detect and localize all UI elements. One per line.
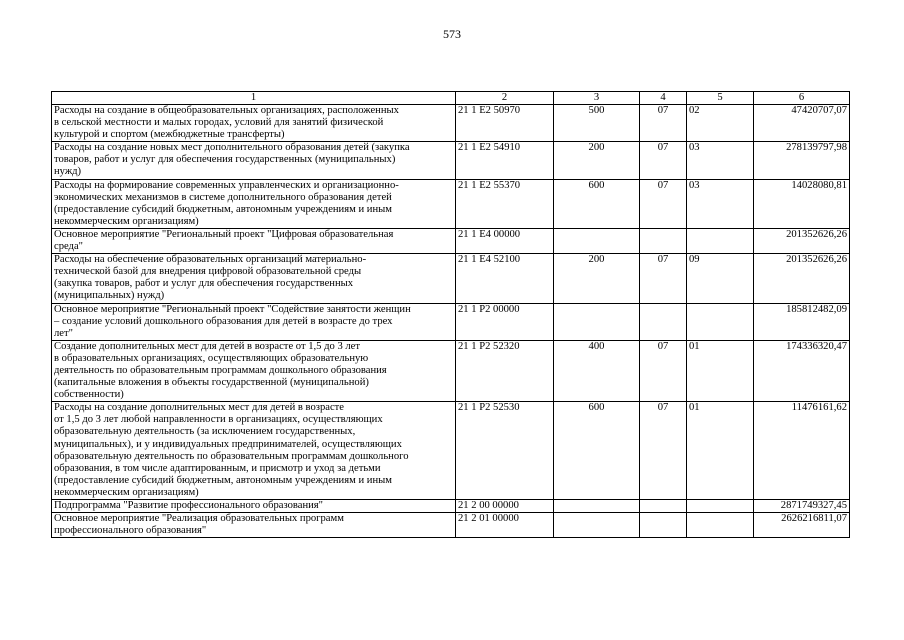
row-col-5 (687, 228, 754, 253)
row-code: 21 1 E2 55370 (456, 179, 554, 228)
table-row (52, 500, 850, 513)
description-line: в сельской местности и малых городах, условий для занятий физической (54, 117, 384, 129)
row-code: 21 1 E4 00000 (456, 228, 554, 253)
description-line: некоммерческим организациям) (54, 215, 199, 227)
description-line: от 1,5 до 3 лет любой направленности в организациях, осуществляющих (54, 414, 383, 426)
description-line: среда" (54, 241, 83, 253)
row-col-5 (687, 513, 754, 538)
row-col-4 (640, 303, 687, 340)
description-line: (предоставление субсидий бюджетным, автономным учреждениям и иным (54, 474, 392, 486)
description-line: образовательную деятельность (за исключением государственных, (54, 426, 356, 438)
row-amount: 2626216811,07 (754, 513, 850, 538)
header-col-3: 3 (554, 92, 640, 105)
row-col-5: 03 (687, 179, 754, 228)
description-line: технической базой для внедрения цифровой образовательной среды (54, 266, 362, 278)
description-line: Расходы на обеспечение образовательных организаций материально- (54, 254, 367, 266)
row-description (52, 303, 456, 340)
description-line: образовательную деятельность по образовательным программам дошкольного (54, 450, 409, 462)
table-body (52, 105, 850, 538)
description-line: Расходы на создание дополнительных мест для детей в возрасте (54, 402, 344, 414)
description-line: товаров, работ и услуг для обеспечения государственных (муниципальных) (54, 154, 396, 166)
row-code: 21 1 E2 50970 (456, 105, 554, 142)
row-col-4 (640, 500, 687, 513)
row-description (52, 513, 456, 538)
row-col-4 (640, 513, 687, 538)
row-col-3: 600 (554, 179, 640, 228)
table-row (52, 513, 850, 538)
row-col-4: 07 (640, 179, 687, 228)
table-row (52, 254, 850, 303)
row-description (52, 500, 456, 513)
description-line: (предоставление субсидий бюджетным, автономным учреждениям и иным (54, 203, 392, 215)
description-line: лет" (54, 327, 73, 339)
row-col-4 (640, 228, 687, 253)
row-code: 21 1 E2 54910 (456, 142, 554, 179)
row-amount: 201352626,26 (754, 228, 850, 253)
description-line: (капитальные вложения в объекты государственной (муниципальной) (54, 377, 369, 389)
row-description (52, 105, 456, 142)
row-col-4: 07 (640, 142, 687, 179)
description-line: Основное мероприятие "Региональный проект "Цифровая образовательная (54, 228, 394, 240)
description-line: Создание дополнительных мест для детей в возрасте от 1,5 до 3 лет (54, 340, 361, 352)
description-line: – создание условий дошкольного образования для детей в возрасте до трех (54, 315, 393, 327)
description-line: Основное мероприятие "Региональный проект "Содействие занятости женщин (54, 303, 411, 315)
row-col-5: 01 (687, 340, 754, 401)
row-col-3: 200 (554, 142, 640, 179)
description-line: Расходы на формирование современных управленческих и организационно- (54, 179, 399, 191)
description-line: Основное мероприятие "Реализация образовательных программ (54, 513, 344, 525)
row-description (52, 254, 456, 303)
description-line: (закупка товаров, работ и услуг для обеспечения государственных (54, 278, 354, 290)
description-line: деятельность по образовательным программам дошкольного образования (54, 364, 387, 376)
header-col-4: 4 (640, 92, 687, 105)
row-col-5: 02 (687, 105, 754, 142)
description-line: муниципальных), и у индивидуальных предпринимателей, осуществляющих (54, 438, 402, 450)
row-col-5: 03 (687, 142, 754, 179)
row-amount: 185812482,09 (754, 303, 850, 340)
row-code: 21 2 01 00000 (456, 513, 554, 538)
row-col-4: 07 (640, 254, 687, 303)
row-code: 21 1 E4 52100 (456, 254, 554, 303)
row-col-5: 09 (687, 254, 754, 303)
row-col-3 (554, 513, 640, 538)
row-col-3 (554, 500, 640, 513)
row-amount: 174336320,47 (754, 340, 850, 401)
row-code: 21 1 P2 00000 (456, 303, 554, 340)
row-description (52, 228, 456, 253)
row-amount: 201352626,26 (754, 254, 850, 303)
row-col-3: 600 (554, 402, 640, 500)
table-row (52, 228, 850, 253)
table-row (52, 402, 850, 500)
row-amount: 278139797,98 (754, 142, 850, 179)
row-col-3 (554, 228, 640, 253)
description-line: в образовательных организациях, осуществляющих образовательную (54, 352, 369, 364)
row-amount: 47420707,07 (754, 105, 850, 142)
description-line: экономических механизмов в системе дополнительного образования детей (54, 191, 392, 203)
row-col-5 (687, 500, 754, 513)
row-code: 21 1 P2 52530 (456, 402, 554, 500)
row-col-3: 400 (554, 340, 640, 401)
description-line: культурой и спортом (межбюджетные трансферты) (54, 129, 285, 141)
budget-table (51, 91, 850, 538)
description-line: образования, в том числе адаптированным, и присмотр и уход за детьми (54, 462, 381, 474)
row-col-5 (687, 303, 754, 340)
row-description (52, 402, 456, 500)
page-number: 573 (443, 27, 461, 41)
header-col-5: 5 (687, 92, 754, 105)
description-line: Расходы на создание новых мест дополнительного образования детей (закупка (54, 142, 410, 154)
row-description (52, 179, 456, 228)
row-amount: 2871749327,45 (754, 500, 850, 513)
table-row (52, 179, 850, 228)
row-code: 21 1 P2 52320 (456, 340, 554, 401)
description-line: (муниципальных) нужд) (54, 290, 165, 302)
table-row (52, 340, 850, 401)
row-col-3 (554, 303, 640, 340)
description-line: нужд) (54, 166, 82, 178)
row-col-3: 200 (554, 254, 640, 303)
description-line: Расходы на создание в общеобразовательных организациях, расположенных (54, 105, 399, 116)
description-line: собственности) (54, 389, 124, 401)
row-amount: 14028080,81 (754, 179, 850, 228)
description-line: некоммерческим организациям) (54, 486, 199, 498)
table-row (52, 303, 850, 340)
row-col-3: 500 (554, 105, 640, 142)
table-row (52, 142, 850, 179)
row-description (52, 142, 456, 179)
description-line: профессионального образования" (54, 525, 207, 537)
row-col-4: 07 (640, 340, 687, 401)
header-col-2: 2 (456, 92, 554, 105)
row-col-4: 07 (640, 105, 687, 142)
header-col-6: 6 (754, 92, 850, 105)
row-col-5: 01 (687, 402, 754, 500)
table-row (52, 105, 850, 142)
description-line: Подпрограмма "Развитие профессионального образования" (54, 500, 323, 511)
header-col-1: 1 (52, 92, 456, 105)
table-header-row (52, 92, 850, 105)
row-amount: 11476161,62 (754, 402, 850, 500)
row-description (52, 340, 456, 401)
row-code: 21 2 00 00000 (456, 500, 554, 513)
row-col-4: 07 (640, 402, 687, 500)
